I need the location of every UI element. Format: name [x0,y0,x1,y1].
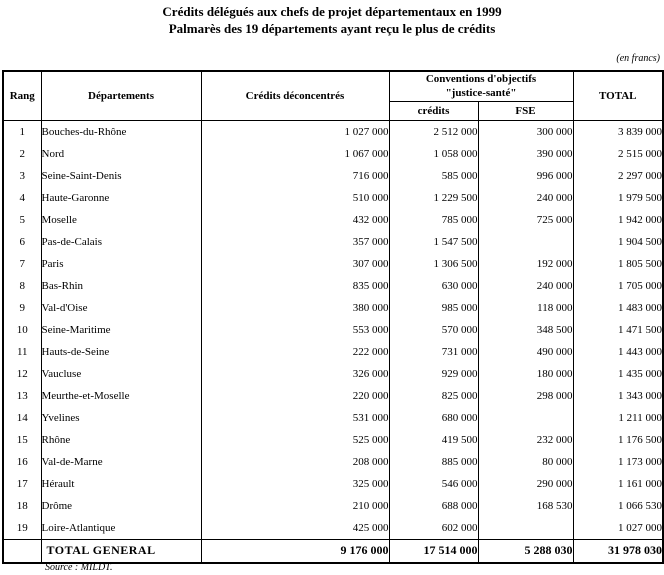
header-conventions-line1: Conventions d'objectifs [425,73,537,86]
credits-cell: 985 000 [389,297,478,319]
total-cell: 1 904 500 [573,231,663,253]
header-credits-deconcentres: Crédits déconcentrés [201,71,389,120]
total-cell: 1 471 500 [573,319,663,341]
header-total: TOTAL [573,71,663,120]
departement-cell: Loire-Atlantique [41,517,201,540]
table-row [3,429,663,451]
credits-deconcentres-cell: 325 000 [201,473,389,495]
departement-cell: Val-de-Marne [41,451,201,473]
fse-cell: 348 500 [478,319,573,341]
header-departements: Départements [41,71,201,120]
fse-cell [478,231,573,253]
table-row [3,209,663,231]
credits-deconcentres-cell: 1 067 000 [201,143,389,165]
fse-cell: 168 530 [478,495,573,517]
departement-cell: Drôme [41,495,201,517]
departement-cell: Bouches-du-Rhône [41,120,201,143]
credits-deconcentres-cell: 510 000 [201,187,389,209]
table-row [3,275,663,297]
table-row [3,165,663,187]
credits-deconcentres-cell: 210 000 [201,495,389,517]
subheader-credits: crédits [389,101,478,120]
departement-cell: Paris [41,253,201,275]
rank-cell: 7 [3,253,41,275]
total-fse-cell: 5 288 030 [478,539,573,563]
credits-cell: 785 000 [389,209,478,231]
table-row [3,385,663,407]
credits-cell: 731 000 [389,341,478,363]
credits-deconcentres-cell: 425 000 [201,517,389,540]
total-row [3,539,663,563]
total-rang-cell [3,539,41,563]
total-cell: 1 805 500 [573,253,663,275]
source-note: Source : MILDT. [45,562,113,573]
rank-cell: 13 [3,385,41,407]
credits-deconcentres-cell: 531 000 [201,407,389,429]
total-cell: 1 435 000 [573,363,663,385]
fse-cell: 240 000 [478,275,573,297]
total-cell: 1 173 000 [573,451,663,473]
fse-cell: 180 000 [478,363,573,385]
subheader-fse: FSE [478,101,573,120]
rank-cell: 15 [3,429,41,451]
departement-cell: Yvelines [41,407,201,429]
rank-cell: 5 [3,209,41,231]
rank-cell: 11 [3,341,41,363]
table-row [3,451,663,473]
credits-deconcentres-cell: 380 000 [201,297,389,319]
total-cell: 1 343 000 [573,385,663,407]
credits-deconcentres-cell: 432 000 [201,209,389,231]
table-row [3,473,663,495]
credits-deconcentres-cell: 222 000 [201,341,389,363]
credits-cell: 419 500 [389,429,478,451]
fse-cell: 118 000 [478,297,573,319]
total-cell: 1 443 000 [573,341,663,363]
document-title-line2: Palmarès des 19 départements ayant reçu le plus de crédits [168,21,496,36]
credits-cell: 929 000 [389,363,478,385]
total-cell: 1 979 500 [573,187,663,209]
departement-cell: Pas-de-Calais [41,231,201,253]
credits-deconcentres-cell: 326 000 [201,363,389,385]
total-cell: 1 942 000 [573,209,663,231]
credits-deconcentres-cell: 208 000 [201,451,389,473]
fse-cell [478,407,573,429]
table-row [3,187,663,209]
rank-cell: 9 [3,297,41,319]
credits-deconcentres-cell: 357 000 [201,231,389,253]
credits-table [2,70,664,564]
table-row [3,495,663,517]
total-cell: 1 483 000 [573,297,663,319]
total-credits-deconcentres-cell: 9 176 000 [201,539,389,563]
table-row [3,231,663,253]
table-row [3,143,663,165]
credits-cell: 1 547 500 [389,231,478,253]
departement-cell: Moselle [41,209,201,231]
table-row [3,319,663,341]
fse-cell: 290 000 [478,473,573,495]
credits-cell: 602 000 [389,517,478,540]
departement-cell: Hauts-de-Seine [41,341,201,363]
fse-cell: 192 000 [478,253,573,275]
credits-deconcentres-cell: 307 000 [201,253,389,275]
credits-cell: 585 000 [389,165,478,187]
credits-deconcentres-cell: 835 000 [201,275,389,297]
credits-cell: 825 000 [389,385,478,407]
fse-cell: 490 000 [478,341,573,363]
departement-cell: Seine-Maritime [41,319,201,341]
departement-cell: Nord [41,143,201,165]
table-row [3,407,663,429]
rank-cell: 1 [3,120,41,143]
fse-cell: 390 000 [478,143,573,165]
credits-cell: 1 306 500 [389,253,478,275]
table-row [3,120,663,143]
credits-deconcentres-cell: 1 027 000 [201,120,389,143]
rank-cell: 6 [3,231,41,253]
table-row [3,363,663,385]
credits-cell: 885 000 [389,451,478,473]
rank-cell: 19 [3,517,41,540]
fse-cell: 240 000 [478,187,573,209]
departement-cell: Bas-Rhin [41,275,201,297]
total-cell: 3 839 000 [573,120,663,143]
credits-cell: 570 000 [389,319,478,341]
credits-deconcentres-cell: 525 000 [201,429,389,451]
table-body [3,120,663,539]
fse-cell [478,517,573,540]
departement-cell: Meurthe-et-Moselle [41,385,201,407]
rank-cell: 18 [3,495,41,517]
rank-cell: 3 [3,165,41,187]
departement-cell: Val-d'Oise [41,297,201,319]
table-row [3,517,663,540]
departement-cell: Hérault [41,473,201,495]
unit-note: (en francs) [616,53,660,64]
fse-cell: 298 000 [478,385,573,407]
fse-cell: 80 000 [478,451,573,473]
table-row [3,341,663,363]
credits-cell: 546 000 [389,473,478,495]
credits-cell: 630 000 [389,275,478,297]
rank-cell: 2 [3,143,41,165]
fse-cell: 996 000 [478,165,573,187]
fse-cell: 300 000 [478,120,573,143]
total-cell: 1 161 000 [573,473,663,495]
credits-cell: 2 512 000 [389,120,478,143]
table-row [3,297,663,319]
rank-cell: 16 [3,451,41,473]
document-title [0,3,664,37]
header-conventions [389,71,573,101]
rank-cell: 14 [3,407,41,429]
departement-cell: Seine-Saint-Denis [41,165,201,187]
departement-cell: Haute-Garonne [41,187,201,209]
header-conventions-line2: "justice-santé" [445,87,517,100]
total-cell: 1 066 530 [573,495,663,517]
departement-cell: Rhône [41,429,201,451]
table-row [3,253,663,275]
rank-cell: 10 [3,319,41,341]
credits-cell: 688 000 [389,495,478,517]
total-cell: 1 705 000 [573,275,663,297]
rank-cell: 8 [3,275,41,297]
total-cell: 2 297 000 [573,165,663,187]
rank-cell: 4 [3,187,41,209]
rank-cell: 12 [3,363,41,385]
total-cell: 1 211 000 [573,407,663,429]
rank-cell: 17 [3,473,41,495]
total-cell: 1 176 500 [573,429,663,451]
total-label-cell: TOTAL GENERAL [41,539,201,563]
credits-deconcentres-cell: 716 000 [201,165,389,187]
credits-cell: 1 229 500 [389,187,478,209]
document-title-line1: Crédits délégués aux chefs de projet départementaux en 1999 [162,4,502,19]
departement-cell: Vaucluse [41,363,201,385]
total-credits-cell: 17 514 000 [389,539,478,563]
credits-cell: 680 000 [389,407,478,429]
fse-cell: 725 000 [478,209,573,231]
header-rang: Rang [3,71,41,120]
total-cell: 2 515 000 [573,143,663,165]
credits-cell: 1 058 000 [389,143,478,165]
total-cell: 1 027 000 [573,517,663,540]
credits-deconcentres-cell: 220 000 [201,385,389,407]
credits-deconcentres-cell: 553 000 [201,319,389,341]
fse-cell: 232 000 [478,429,573,451]
total-total-cell: 31 978 030 [573,539,663,563]
